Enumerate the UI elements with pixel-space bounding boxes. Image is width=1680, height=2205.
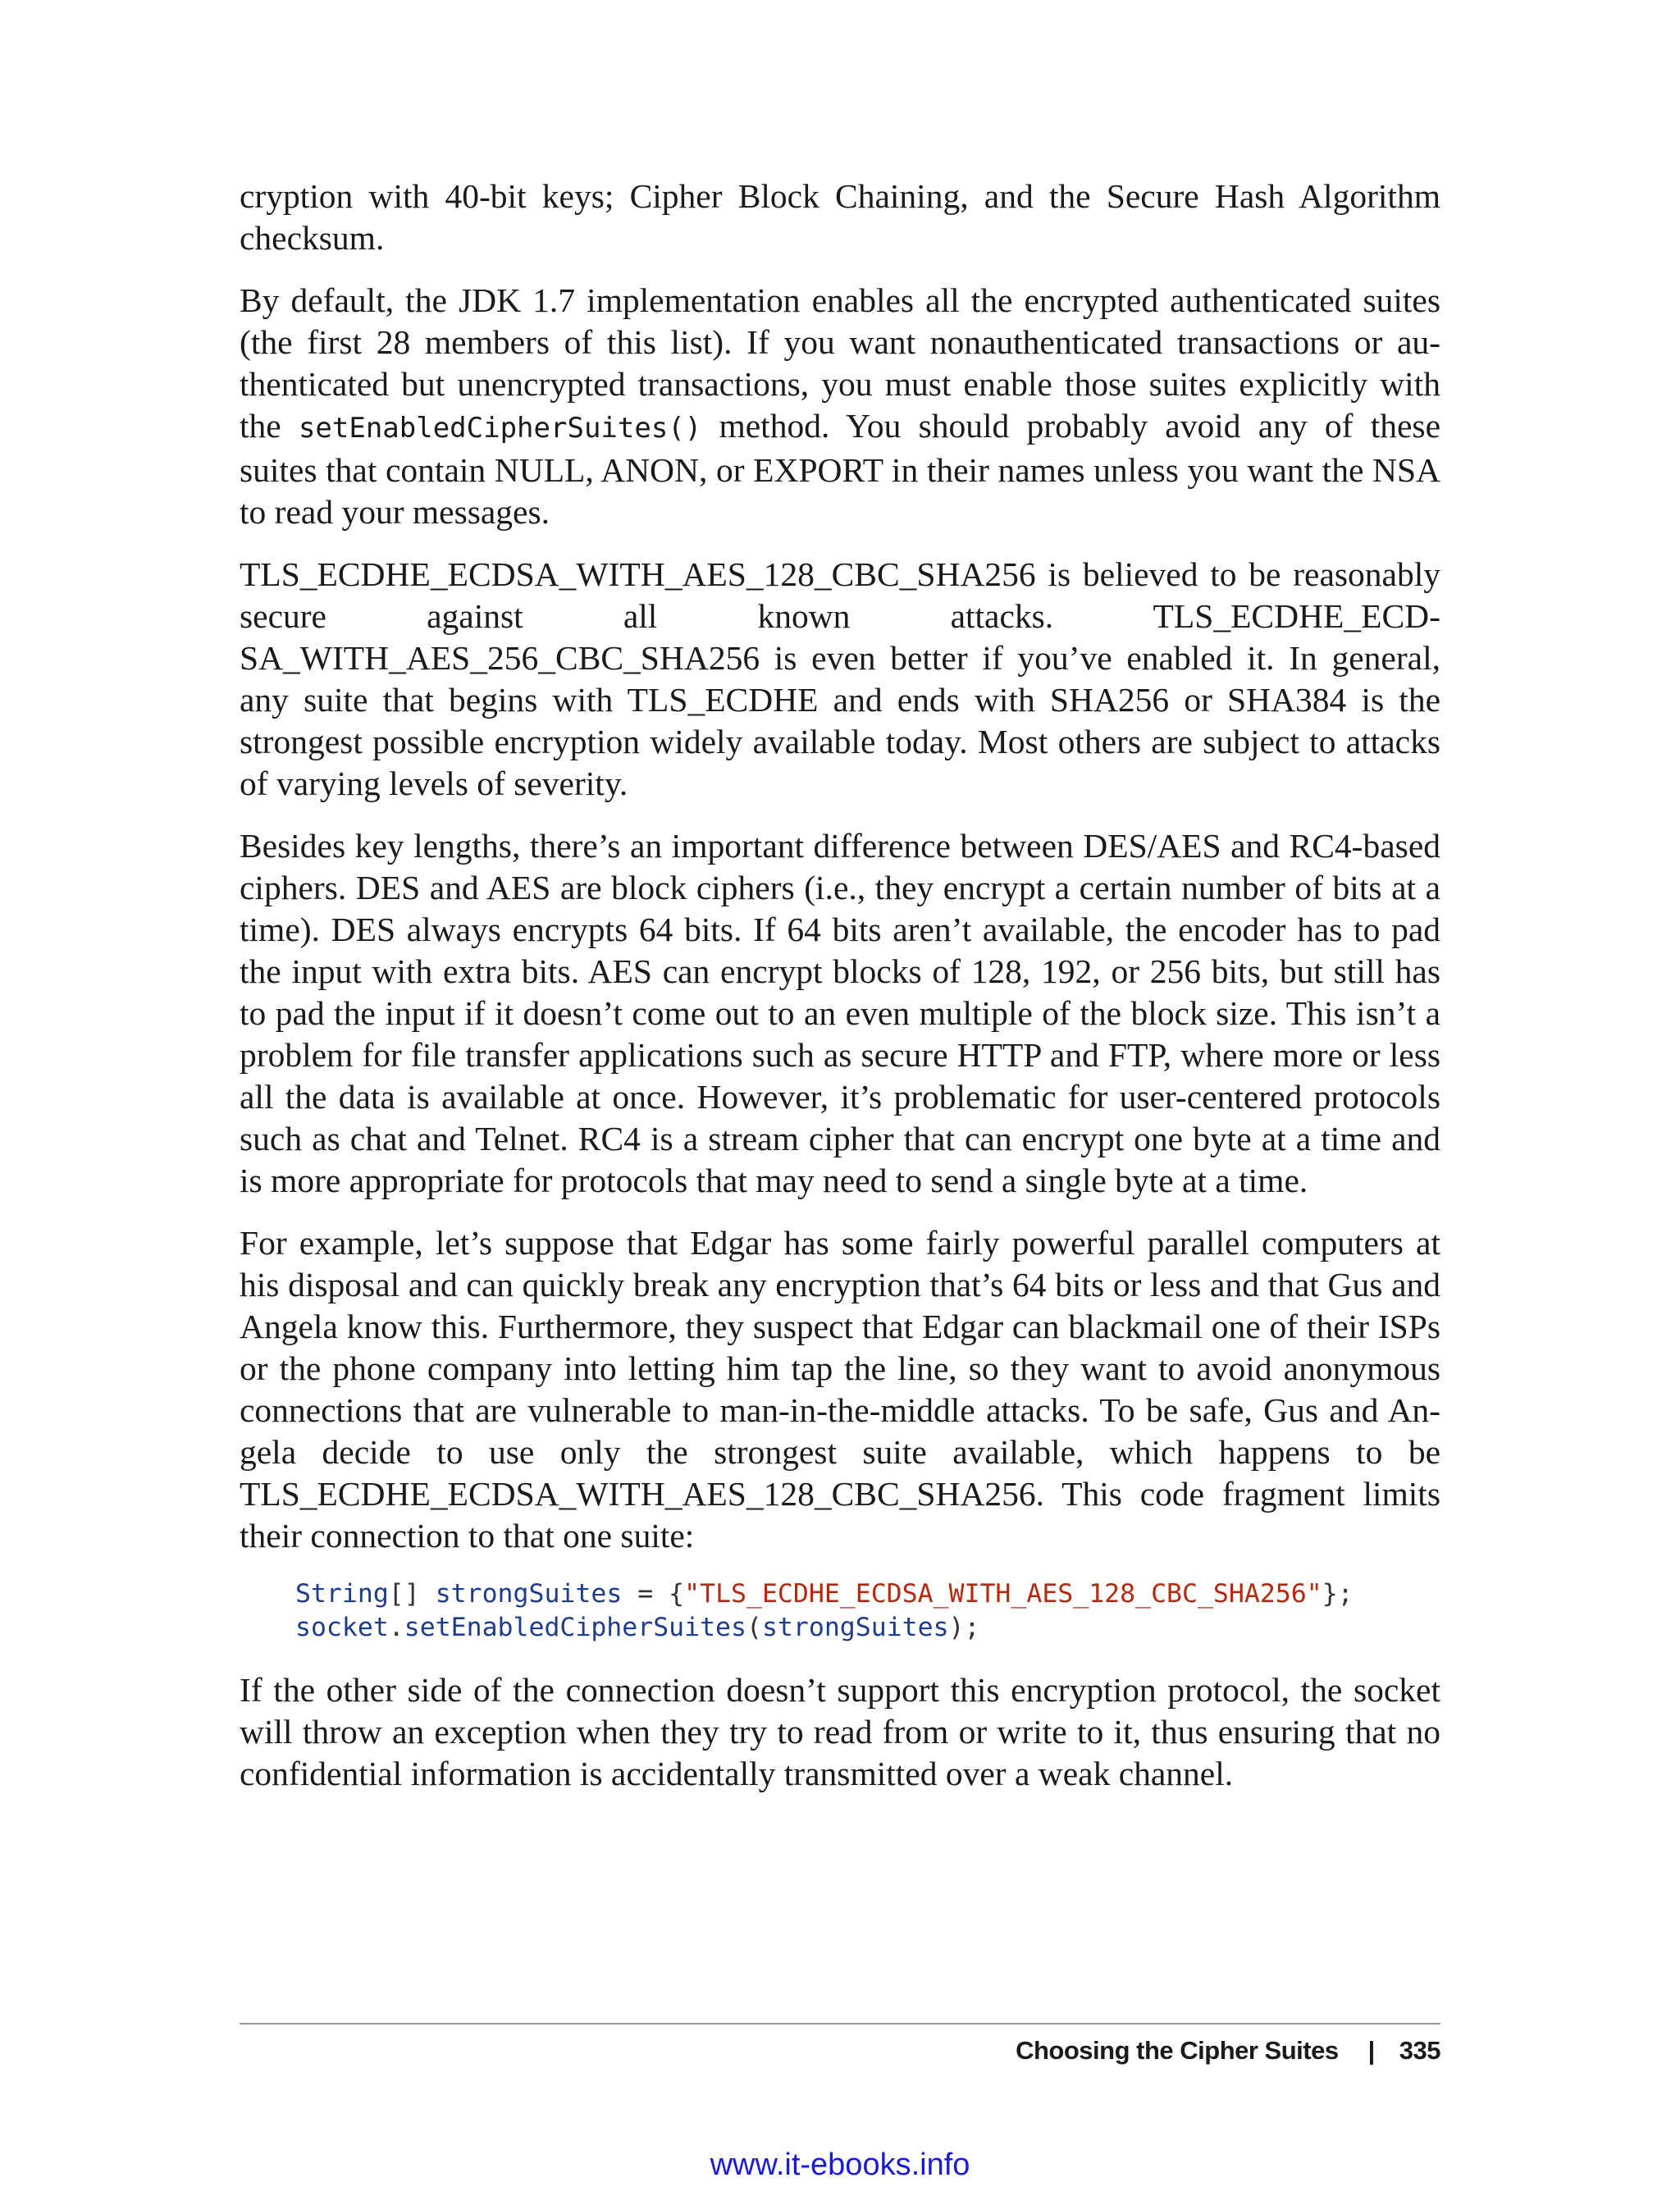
code-dot: . (388, 1613, 404, 1642)
paragraph-4: Besides key lengths, there’s an important difference between DES/AES and RC4-based ciphers. DES and AES are block ciphers (i.e., they encrypt a certain number of bits at a time). DES always encrypts 64 bits. If 64 bits aren’t available, the encoder has to pad the input with extra bits. AES can encrypt blocks of 128, 192, or 256 bits, but still has to pad the input if it doesn’t come out to an even multiple of the block size. This isn’t a problem for file transfer applications such as secure HTTP and FTP, where more or less all the data is available at once. However, it’s problematic for user-centered protocols such as chat and Telnet. RC4 is a stream cipher that can encrypt one byte at a time and is more appropriate for protocols that may need to send a single byte at a time. (240, 827, 1440, 1199)
page-footer (1016, 2036, 1440, 2066)
paragraph-2-text-b: method. You should probably avoid any of these suites that contain NULL, ANON, or EXPORT in their names unless you want the NSA to read your messages. (240, 407, 1440, 531)
paragraph-1: cryption with 40-bit keys; Cipher Block Chaining, and the Secure Hash Algorithm checksum. (240, 177, 1440, 257)
paragraph-6: If the other side of the connection doesn’t support this encryption protocol, the socket will throw an exception when they try to read from or write to it, thus ensuring that no confidential information is accidentally transmitted over a weak channel. (240, 1671, 1440, 1792)
code-line-2 (295, 1611, 1440, 1645)
page-body (240, 176, 1440, 1815)
code-argument: strongSuites (761, 1613, 949, 1642)
paragraph-2 (240, 280, 1440, 533)
page-number: 335 (1399, 2036, 1440, 2065)
code-close: ); (948, 1613, 980, 1642)
code-line-1 (295, 1577, 1440, 1611)
paragraph-3: TLS_ECDHE_ECDSA_WITH_AES_128_CBC_SHA256 is believed to be reasonably secure against all known attacks. TLS_ECDHE_ECDSA_WITH_AES_256_CBC_SHA256 is even better if you’ve enabled it. In general, any suite that begins with TLS_ECDHE and ends with SHA256 or SHA384 is the strongest possible encryption widely available today. Most others are subject to attacks of varying levels of severity. (240, 555, 1440, 802)
code-method: setEnabledCipherSuites (404, 1613, 746, 1642)
watermark-link[interactable]: www.it-ebooks.info (710, 2148, 970, 2182)
code-open-paren: ( (746, 1613, 762, 1642)
code-variable: strongSuites (435, 1579, 623, 1609)
footer-separator: | (1367, 2036, 1375, 2065)
code-assign: = { (622, 1579, 685, 1609)
footer-rule (240, 2023, 1440, 2025)
footer-section-title: Choosing the Cipher Suites (1016, 2036, 1339, 2065)
paragraph-5: For example, let’s suppose that Edgar has some fairly powerful parallel computers at his disposal and can quickly break any encryption that’s 64 bits or less and that Gus and Angela know this. Furthermore, they suspect that Edgar can blackmail one of their ISPs or the phone company into letting him tap the line, so they want to avoid anonymous connections that are vulnerable to man-in-the-middle attacks. To be safe, Gus and Angela decide to use only the strongest suite available, which happens to be TLS_ECDHE_ECDSA_WITH_AES_128_CBC_SHA256. This code fragment limits their connection to that one suite: (240, 1224, 1440, 1554)
inline-code-setEnabledCipherSuites: setEnabledCipherSuites() (298, 412, 702, 445)
paragraph-2-text-a: By default, the JDK 1.7 implementation enables all the encrypted authenticated suites (the first 28 members of this list). If you want nonauthenticated transactions or authenticated but unencrypted transactions, you must enable those suites explicitly with the (240, 281, 1440, 445)
code-brackets: [] (388, 1579, 420, 1609)
code-block (295, 1577, 1440, 1645)
code-object: socket (295, 1613, 389, 1642)
code-end: }; (1322, 1579, 1354, 1609)
code-type: String (295, 1579, 389, 1609)
code-string: "TLS_ECDHE_ECDSA_WITH_AES_128_CBC_SHA256" (684, 1579, 1322, 1609)
